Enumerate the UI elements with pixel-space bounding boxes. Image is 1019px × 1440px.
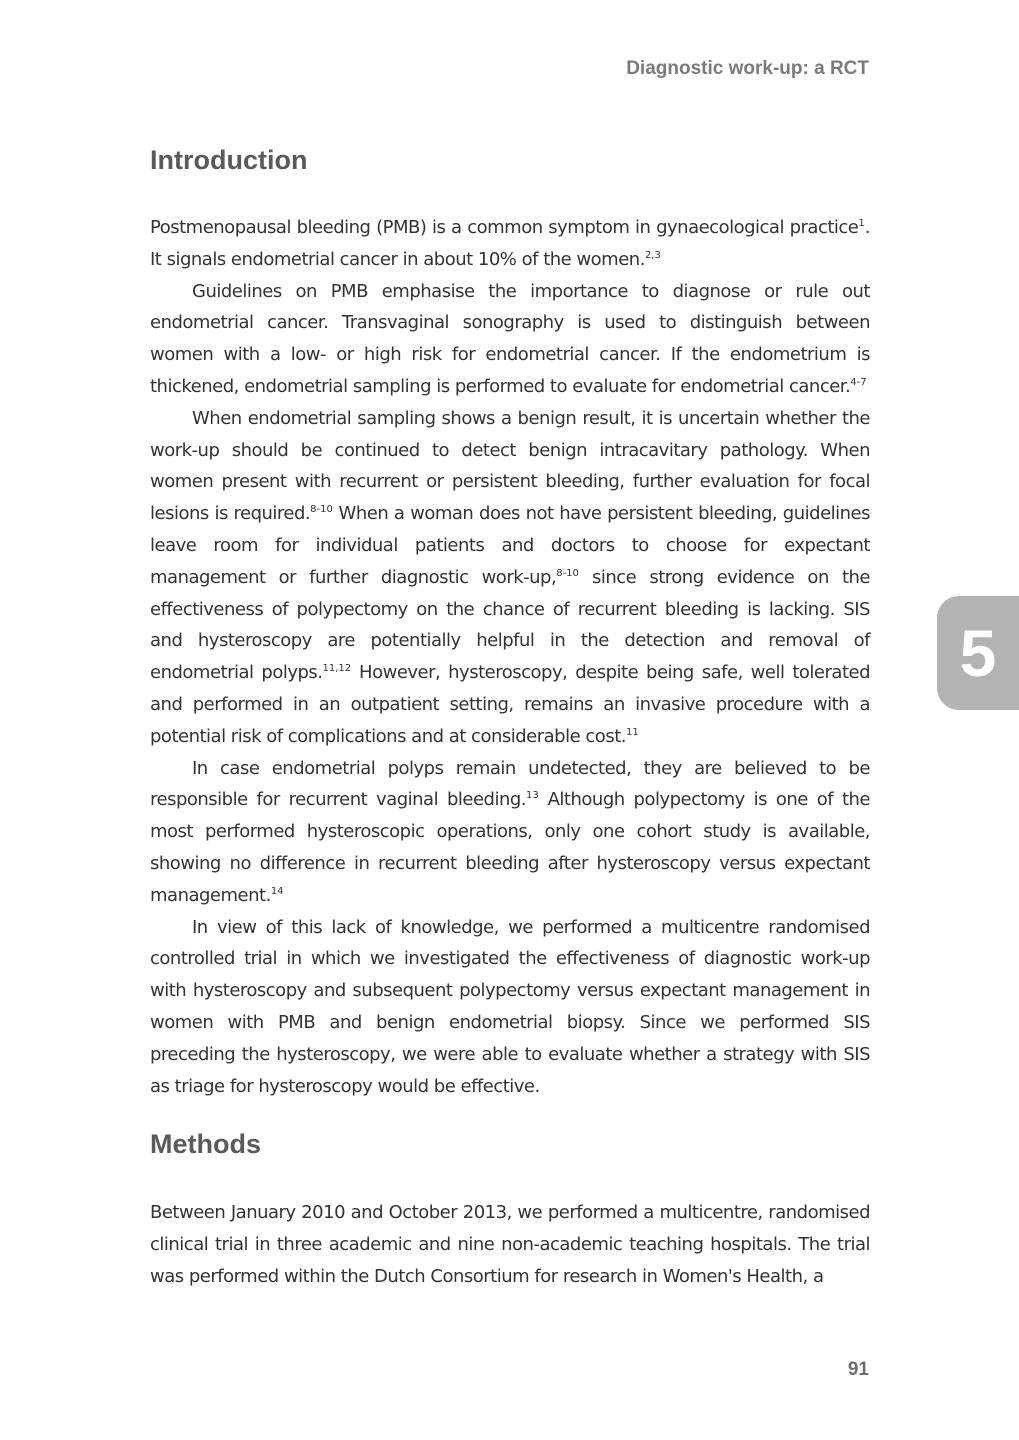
intro-p2-text-a: Guidelines on PMB emphasise the importance to diagnose or rule out endometrial cancer. Transvaginal sonography is used to distinguish between women with a low- or high risk for endometrial cancer. If the endometrium is thickened, endometrial sampling is performed to evaluate for endometrial cancer.	[150, 280, 870, 397]
methods-p1-text-a: Between January 2010 and October 2013, we performed a multicentre, randomised clinical trial in three academic and nine non-academic teaching hospitals. The trial was performed within the Dutch Consortium for research in Women's Health, a	[150, 1202, 870, 1287]
chapter-tab	[937, 596, 1019, 710]
intro-p3-text-a: When endometrial sampling shows a benign result, it is uncertain whether the work-up should be continued to detect benign intracavitary pathology. When women present with recurrent or persistent bleeding, further evaluation for focal lesions is required.	[150, 407, 870, 525]
citation-14: 14	[270, 885, 284, 897]
intro-paragraph-4	[150, 753, 870, 912]
page-number: 91	[847, 1359, 869, 1380]
citation-8-10-a: 8-10	[310, 504, 333, 516]
methods-heading: Methods	[150, 1129, 261, 1159]
intro-paragraph-5	[150, 912, 870, 1103]
methods-paragraph-1	[150, 1197, 870, 1292]
intro-p4-text-a: In case endometrial polyps remain undetected, they are believed to be responsible for recurrent vaginal bleeding.	[150, 757, 870, 811]
citation-4-7: 4-7	[850, 376, 867, 388]
intro-p5-text-a: In view of this lack of knowledge, we performed a multicentre randomised controlled trial in which we investigated the effectiveness of diagnostic work-up with hysteroscopy and subsequent polypectomy versus expectant management in women with PMB and benign endometrial biopsy. Since we performed SIS preceding the hysteroscopy, we were able to evaluate whether a strategy with SIS as triage for hysteroscopy would be effective.	[150, 916, 870, 1097]
intro-paragraph-2	[150, 276, 870, 403]
intro-p3-text-d: However, hysteroscopy, despite being safe, well tolerated and performed in an outpatient setting, remains an invasive procedure with a potential risk of complications and at considerable cost.	[150, 662, 870, 747]
citation-1: 1	[858, 218, 865, 229]
intro-p4-text-b: Although polypectomy is one of the most performed hysteroscopic operations, only one cohort study is available, showing no difference in recurrent bleeding after hysteroscopy versus expectant management.	[150, 789, 870, 906]
intro-paragraph-1	[150, 212, 870, 276]
intro-paragraph-3	[150, 403, 870, 753]
citation-8-10-b: 8-10	[556, 567, 579, 579]
intro-p1-text-a: Postmenopausal bleeding (PMB) is a common symptom in gynaecological practice	[150, 217, 859, 238]
introduction-heading: Introduction	[150, 145, 308, 175]
intro-p3-text-b: When a woman does not have persistent bleeding, guidelines leave room for individual patients and doctors to choose for expectant management or further diagnostic work-up,	[150, 503, 871, 588]
citation-11-12: 11,12	[322, 663, 352, 675]
running-header: Diagnostic work-up: a RCT	[626, 58, 869, 79]
citation-11: 11	[625, 726, 639, 738]
intro-p3-text-c: since strong evidence on the effectiveness of polypectomy on the chance of recurrent bleeding is lacking. SIS and hysteroscopy are potentially helpful in the detection and removal of endometrial polyps.	[150, 566, 870, 684]
citation-2-3: 2,3	[644, 249, 661, 261]
citation-13: 13	[526, 790, 539, 802]
intro-p1-text-b: . It signals endometrial cancer in about 10% of the women.	[150, 217, 870, 270]
introduction-body	[150, 212, 870, 1102]
chapter-number: 5	[959, 616, 997, 690]
methods-body	[150, 1197, 870, 1292]
